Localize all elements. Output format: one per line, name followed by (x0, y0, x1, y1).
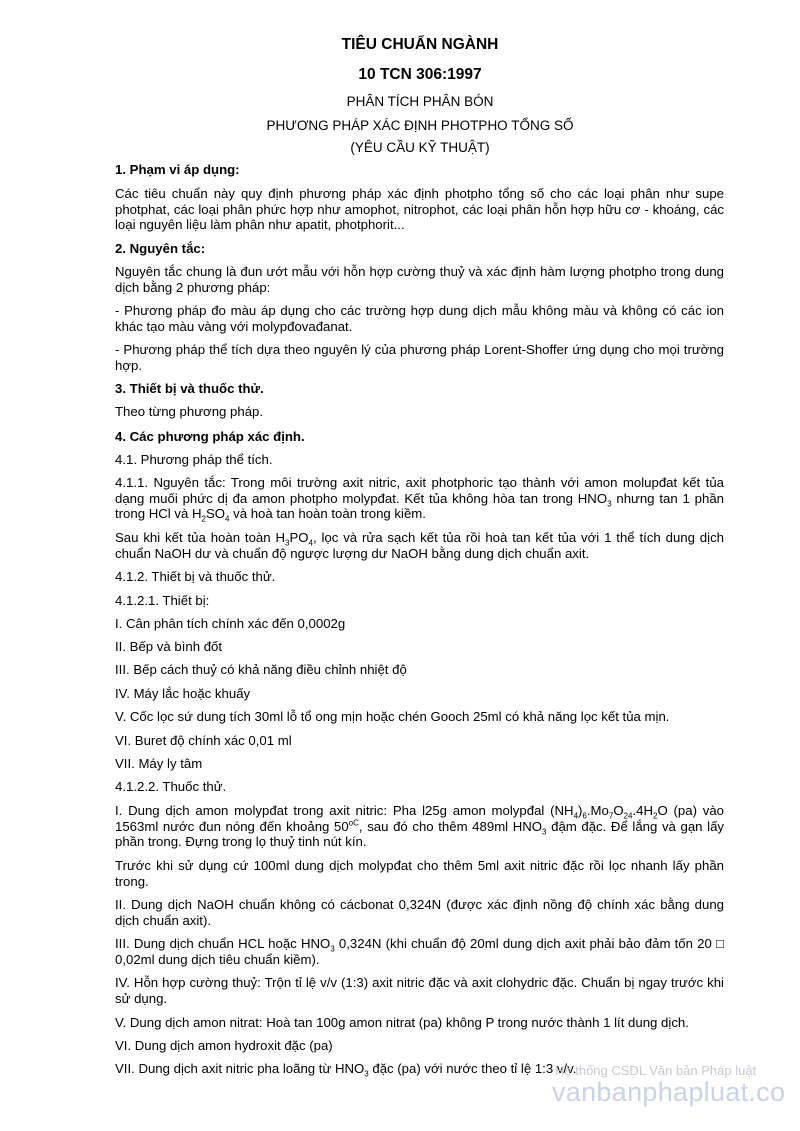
watermark-site: vanbanphapluat.co (552, 1077, 786, 1107)
watermark-caption: Hệ thống CSDL Văn bản Pháp luật (555, 1063, 757, 1078)
doc-code: 10 TCN 306:1997 (358, 66, 482, 83)
section-4-heading: 4. Các phương pháp xác định. (115, 429, 305, 444)
doc-title: TIÊU CHUẨN NGÀNH (341, 36, 499, 53)
para-4-1-1: 4.1.1. Nguyên tắc: Trong môi trường axit nitric, axit photphoric tạo thành với amon molupđat kết tủa dạng muối phức dị đa amon photpho molypđat. Kết tủa không hòa tan trong $HNO_3$ nhưng tan 1 phần trong HCl và $H_2SO_4$ và hoà tan hoàn toàn trong kiềm. (115, 475, 724, 524)
equipment-item-1: I. Cân phân tích chính xác đến 0,0002g (115, 616, 346, 631)
doc-subtitle-2: PHƯƠNG PHÁP XÁC ĐỊNH PHOTPHO TỔNG SỐ (266, 118, 574, 133)
reagent-item-1: I. Dung dịch amon molypđat trong axit nitric: Pha l25g amon molypđal $(NH_4)_6.Mo_7O_{24}.4H_2O$ (pa) vào 1563ml nước đun nóng đến khoảng $50^{oC}$, sau đó cho thêm 489ml $HNO_3$ đậm đặc. Để lắng và gạn lấy phần trong. Đựng trong lọ thuỷ tinh nút kín. (115, 803, 724, 849)
reagent-item-1-note: Trước khi sử dụng cứ 100ml dung dịch molypđat cho thêm 5ml axit nitric đặc rồi lọc nhanh lấy phần trong. (115, 858, 724, 889)
section-3-heading: 3. Thiết bị và thuốc thử. (115, 381, 264, 396)
reagent-item-7: VII. Dung dịch axit nitric pha loãng từ $HNO_3$ đặc (pa) với nước theo tỉ lệ 1:3 v/v. (115, 1061, 577, 1079)
reagent-item-3: III. Dung dịch chuẩn HCL hoặc $HNO_3$ 0,324N (khi chuẩn độ 20ml dung dịch axit phải bảo đảm tốn 20 □ 0,02ml dung dịch tiêu chuẩn kiềm). (115, 936, 724, 967)
doc-subtitle-1: PHÂN TÍCH PHÂN BÓN (346, 94, 494, 109)
equipment-item-6: VI. Buret độ chính xác 0,01 ml (115, 733, 292, 748)
doc-subtitle-3: (YÊU CẦU KỸ THUẬT) (350, 140, 490, 155)
equipment-item-5: V. Cốc lọc sứ dung tích 30ml lỗ tổ ong mịn hoặc chén Gooch 25ml có khả năng lọc kết tủa mịn. (115, 709, 670, 724)
equipment-item-4: IV. Máy lắc hoặc khuấy (115, 686, 251, 701)
section-2-para-3: - Phương pháp thể tích dựa theo nguyên lý của phương pháp Lorent-Shoffer ứng dụng cho mọi trường hợp. (115, 342, 724, 373)
reagent-item-5: V. Dung dịch amon nitrat: Hoà tan 100g amon nitrat (pa) không P trong nước thành 1 lít dung dịch. (115, 1015, 689, 1030)
section-2-para-2: - Phương pháp đo màu áp dụng cho các trường hợp dung dịch mẫu không màu và không có các ion khác tạo màu vàng với molypđovađanat. (115, 303, 724, 334)
equipment-item-7: VII. Máy ly tâm (115, 756, 203, 771)
method-4-1-heading: 4.1. Phương pháp thể tích. (115, 452, 273, 467)
reagent-item-2: II. Dung dịch NaOH chuẩn không có cácbonat 0,324N (được xác định nồng độ chính xác bằng dung dịch chuẩn axit). (115, 897, 724, 928)
heading-4-1-2: 4.1.2. Thiết bị và thuốc thử. (115, 569, 276, 584)
equipment-item-3: III. Bếp cách thuỷ có khả năng điều chỉnh nhiệt độ (115, 662, 407, 677)
heading-4-1-2-2: 4.1.2.2. Thuốc thử. (115, 779, 227, 794)
section-3-body: Theo từng phương pháp. (115, 404, 264, 419)
equipment-item-2: II. Bếp và bình đốt (115, 639, 223, 654)
reagent-item-4: IV. Hỗn hợp cường thuỷ: Trộn tỉ lệ v/v (1:3) axit nitric đặc và axit clohydric đặc. Chuẩn bị ngay trước khi sử dụng. (115, 975, 724, 1006)
section-1-body: Các tiêu chuẩn này quy định phương pháp xác định photpho tổng số cho các loại phân như supe photphat, các loại phân phức hợp như amophot, nitrophot, các loại phân hỗn hợp hữu cơ - khoáng, các loại nguyên liệu làm phân như apatit, photphorit... (115, 186, 724, 232)
reagent-item-6: VI. Dung dịch amon hydroxit đặc (pa) (115, 1038, 333, 1053)
section-1-heading: 1. Phạm vi áp dụng: (115, 162, 240, 177)
para-4-1-1-b: Sau khi kết tủa hoàn toàn $H_3PO_4$, lọc và rửa sạch kết tủa rồi hoà tan kết tủa với 1 thể tích dung dịch chuẩn NaOH dư và chuẩn độ ngược lượng dư NaOH bằng dung dịch chuẩn axit. (115, 530, 725, 561)
heading-4-1-2-1: 4.1.2.1. Thiết bị: (115, 593, 210, 608)
section-2-heading: 2. Nguyên tắc: (115, 241, 206, 256)
section-2-para-1: Nguyên tắc chung là đun ướt mẫu với hỗn hợp cường thuỷ và xác định hàm lượng photpho trong dung dịch bằng 2 phương pháp: (115, 264, 724, 295)
